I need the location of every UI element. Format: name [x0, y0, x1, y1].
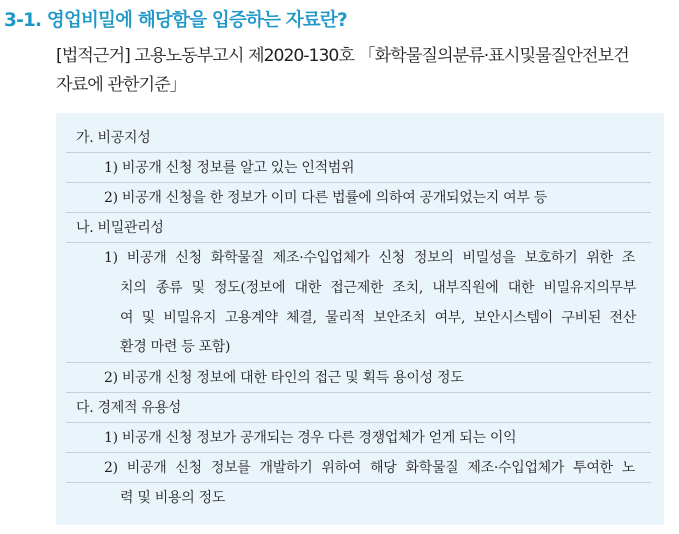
criteria-item-line: 2) 비공개 신청 정보를 개발하기 위하여 해당 화학물질 제조·수입업체가 투여한 노 — [104, 460, 635, 476]
criteria-item-line: 1) 비공개 신청 화학물질 제조·수입업체가 신청 정보의 비밀성을 보호하기 위한 조 — [104, 250, 635, 266]
category-economic-usefulness: 다. 경제적 유용성 — [66, 393, 651, 423]
criteria-item-line: 력 및 비용의 정도 — [120, 490, 226, 506]
criteria-item: 1) 비공개 신청 정보를 알고 있는 인적범위 — [66, 153, 651, 183]
criteria-item-line: 치의 종류 및 정도(정보에 대한 접근제한 조치, 내부직원에 대한 비밀유지의무부 — [120, 280, 636, 296]
criteria-item: 1) 비공개 신청 정보가 공개되는 경우 다른 경쟁업체가 얻게 되는 이익 — [66, 423, 651, 453]
section-heading: 3-1. 영업비밀에 해당함을 입증하는 자료란? — [4, 10, 347, 31]
criteria-item: 2) 비공개 신청을 한 정보가 이미 다른 법률에 의하여 공개되었는지 여부 등 — [66, 183, 651, 213]
criteria-item — [66, 243, 651, 363]
criteria-list — [66, 123, 651, 513]
criteria-item — [66, 453, 651, 513]
category-secrecy-management: 나. 비밀관리성 — [66, 213, 651, 243]
legal-basis-line: 자료에 관한기준」 — [56, 75, 186, 95]
criteria-item-line: 환경 마련 등 포함) — [120, 339, 231, 355]
criteria-box — [56, 113, 664, 525]
criteria-item-line: 여 및 비밀유지 고용계약 체결, 물리적 보안조치 여부, 보안시스템이 구비된 전산 — [120, 310, 636, 326]
legal-basis — [56, 42, 668, 100]
legal-basis-line: [법적근거] 고용노동부고시 제2020-130호 「화학물질의분류·표시및물질안전보건 — [56, 46, 629, 66]
category-nondisclosure: 가. 비공지성 — [66, 123, 651, 153]
criteria-item: 2) 비공개 신청 정보에 대한 타인의 접근 및 획득 용이성 정도 — [66, 363, 651, 393]
